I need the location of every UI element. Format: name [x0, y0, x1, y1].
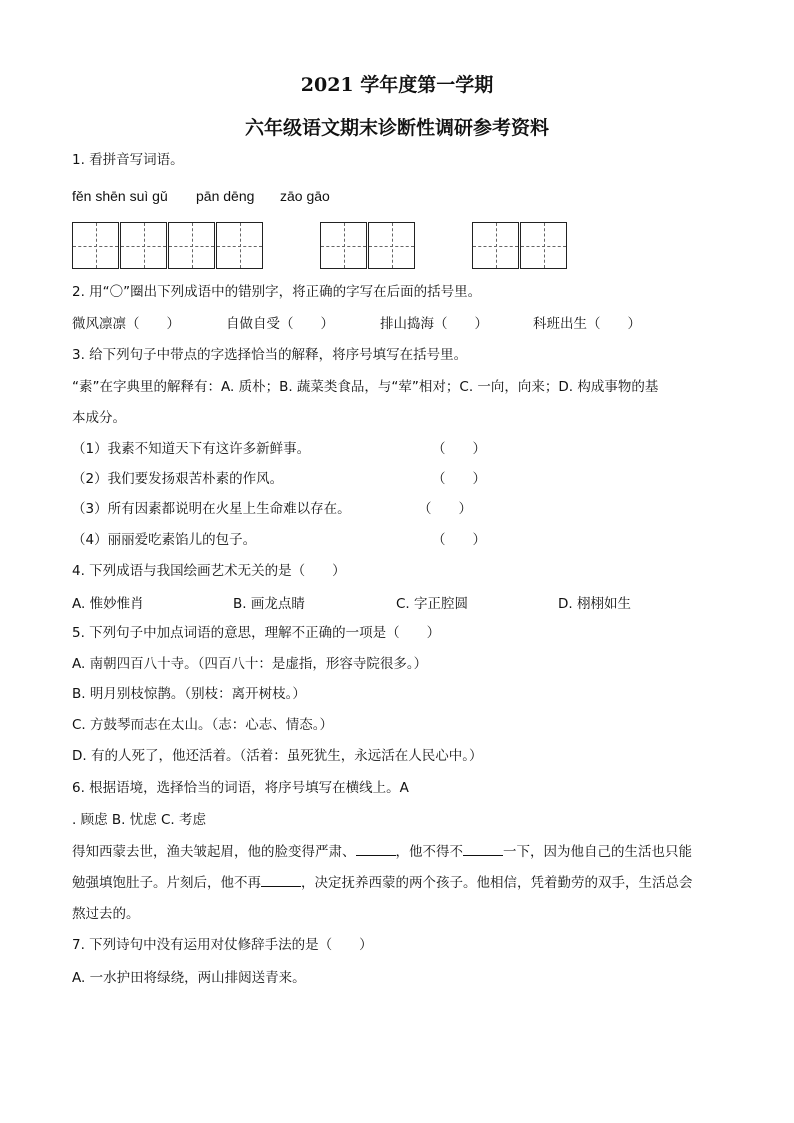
q5-option-b[interactable]: B. 明月别枝惊鹊。（别枝：离开树枝。）	[72, 686, 306, 702]
writing-grid-box[interactable]	[216, 222, 263, 269]
q1-stem: 1. 看拼音写词语。	[72, 152, 184, 168]
q5-option-c[interactable]: C. 方鼓琴而志在太山。（志：心志、情态。）	[72, 717, 334, 733]
q6-text: ，决定抚养西蒙的两个孩子。他相信，凭着勤劳的双手，生活总会	[301, 875, 693, 891]
q7-stem: 7. 下列诗句中没有运用对仗修辞手法的是（ ）	[72, 937, 373, 953]
q4-option-d[interactable]: D. 栩栩如生	[558, 596, 631, 612]
writing-grid-box[interactable]	[472, 222, 519, 269]
q6-passage-line3: 熬过去的。	[72, 906, 140, 922]
q1-pinyin-2: pān dēng	[196, 188, 255, 204]
q2-item-3: 排山捣海（ ）	[380, 316, 488, 332]
writing-grid-box[interactable]	[520, 222, 567, 269]
q3-item-4: （4）丽丽爱吃素馅儿的包子。	[72, 532, 257, 548]
q4-stem: 4. 下列成语与我国绘画艺术无关的是（ ）	[72, 563, 346, 579]
q2-item-2: 自做自受（ ）	[226, 316, 334, 332]
q3-item-3-answer[interactable]: （ ）	[418, 501, 472, 517]
page-title-line2: 六年级语文期末诊断性调研参考资料	[244, 117, 549, 139]
q3-definition-line1: “素”在字典里的解释有：A. 质朴；B. 蔬菜类食品，与“荤”相对；C. 一向，向来；D. 构成事物的基	[72, 379, 659, 395]
q7-option-a[interactable]: A. 一水护田将绿绕，两山排闼送青来。	[72, 970, 306, 986]
q6-text: 得知西蒙去世，渔夫皱起眉，他的脸变得严肃、	[72, 844, 356, 860]
q5-option-d[interactable]: D. 有的人死了，他还活着。（活着：虽死犹生，永远活在人民心中。）	[72, 748, 483, 764]
q6-passage-line2	[72, 874, 693, 892]
q6-text: ，他不得不	[395, 844, 463, 860]
q3-item-2-answer[interactable]: （ ）	[432, 471, 486, 487]
page-title-line1: 2021 学年度第一学期	[300, 74, 494, 96]
q6-options: . 顾虑 B. 忧虑 C. 考虑	[72, 812, 207, 828]
q6-text: 勉强填饱肚子。片刻后，他不再	[72, 875, 261, 891]
q5-stem: 5. 下列句子中加点词语的意思，理解不正确的一项是（ ）	[72, 625, 441, 641]
q4-option-c[interactable]: C. 字正腔圆	[396, 596, 469, 612]
writing-grid-box[interactable]	[168, 222, 215, 269]
q4-option-a[interactable]: A. 惟妙惟肖	[72, 596, 144, 612]
writing-grid-box[interactable]	[72, 222, 119, 269]
writing-grid-box[interactable]	[120, 222, 167, 269]
q6-text: 一下，因为他自己的生活也只能	[503, 844, 692, 860]
q6-blank-2[interactable]	[463, 843, 503, 856]
q3-item-4-answer[interactable]: （ ）	[432, 532, 486, 548]
writing-grid-box[interactable]	[320, 222, 367, 269]
q4-option-b[interactable]: B. 画龙点睛	[233, 596, 305, 612]
q5-option-a[interactable]: A. 南朝四百八十寺。（四百八十：是虚指，形容寺院很多。）	[72, 656, 428, 672]
q6-passage-line1	[72, 843, 692, 861]
q3-item-3: （3）所有因素都说明在火星上生命难以存在。	[72, 501, 351, 517]
writing-grid-box[interactable]	[368, 222, 415, 269]
q6-blank-1[interactable]	[356, 843, 396, 856]
q2-stem: 2. 用“〇”圈出下列成语中的错别字，将正确的字写在后面的括号里。	[72, 284, 482, 300]
q6-blank-3[interactable]	[261, 874, 301, 887]
q2-item-4: 科班出生（ ）	[533, 316, 641, 332]
q1-pinyin-1: fěn shēn suì gǔ	[72, 188, 168, 204]
q3-item-2: （2）我们要发扬艰苦朴素的作风。	[72, 471, 284, 487]
q3-item-1-answer[interactable]: （ ）	[432, 441, 486, 457]
q2-item-1: 微风凛凛（ ）	[72, 316, 180, 332]
q3-item-1: （1）我素不知道天下有这许多新鲜事。	[72, 441, 311, 457]
q3-definition-line2: 本成分。	[72, 410, 126, 426]
q6-stem: 6. 根据语境，选择恰当的词语，将序号填写在横线上。A	[72, 780, 409, 796]
q3-stem: 3. 给下列句子中带点的字选择恰当的解释，将序号填写在括号里。	[72, 347, 468, 363]
q1-pinyin-3: zāo gāo	[280, 188, 330, 204]
